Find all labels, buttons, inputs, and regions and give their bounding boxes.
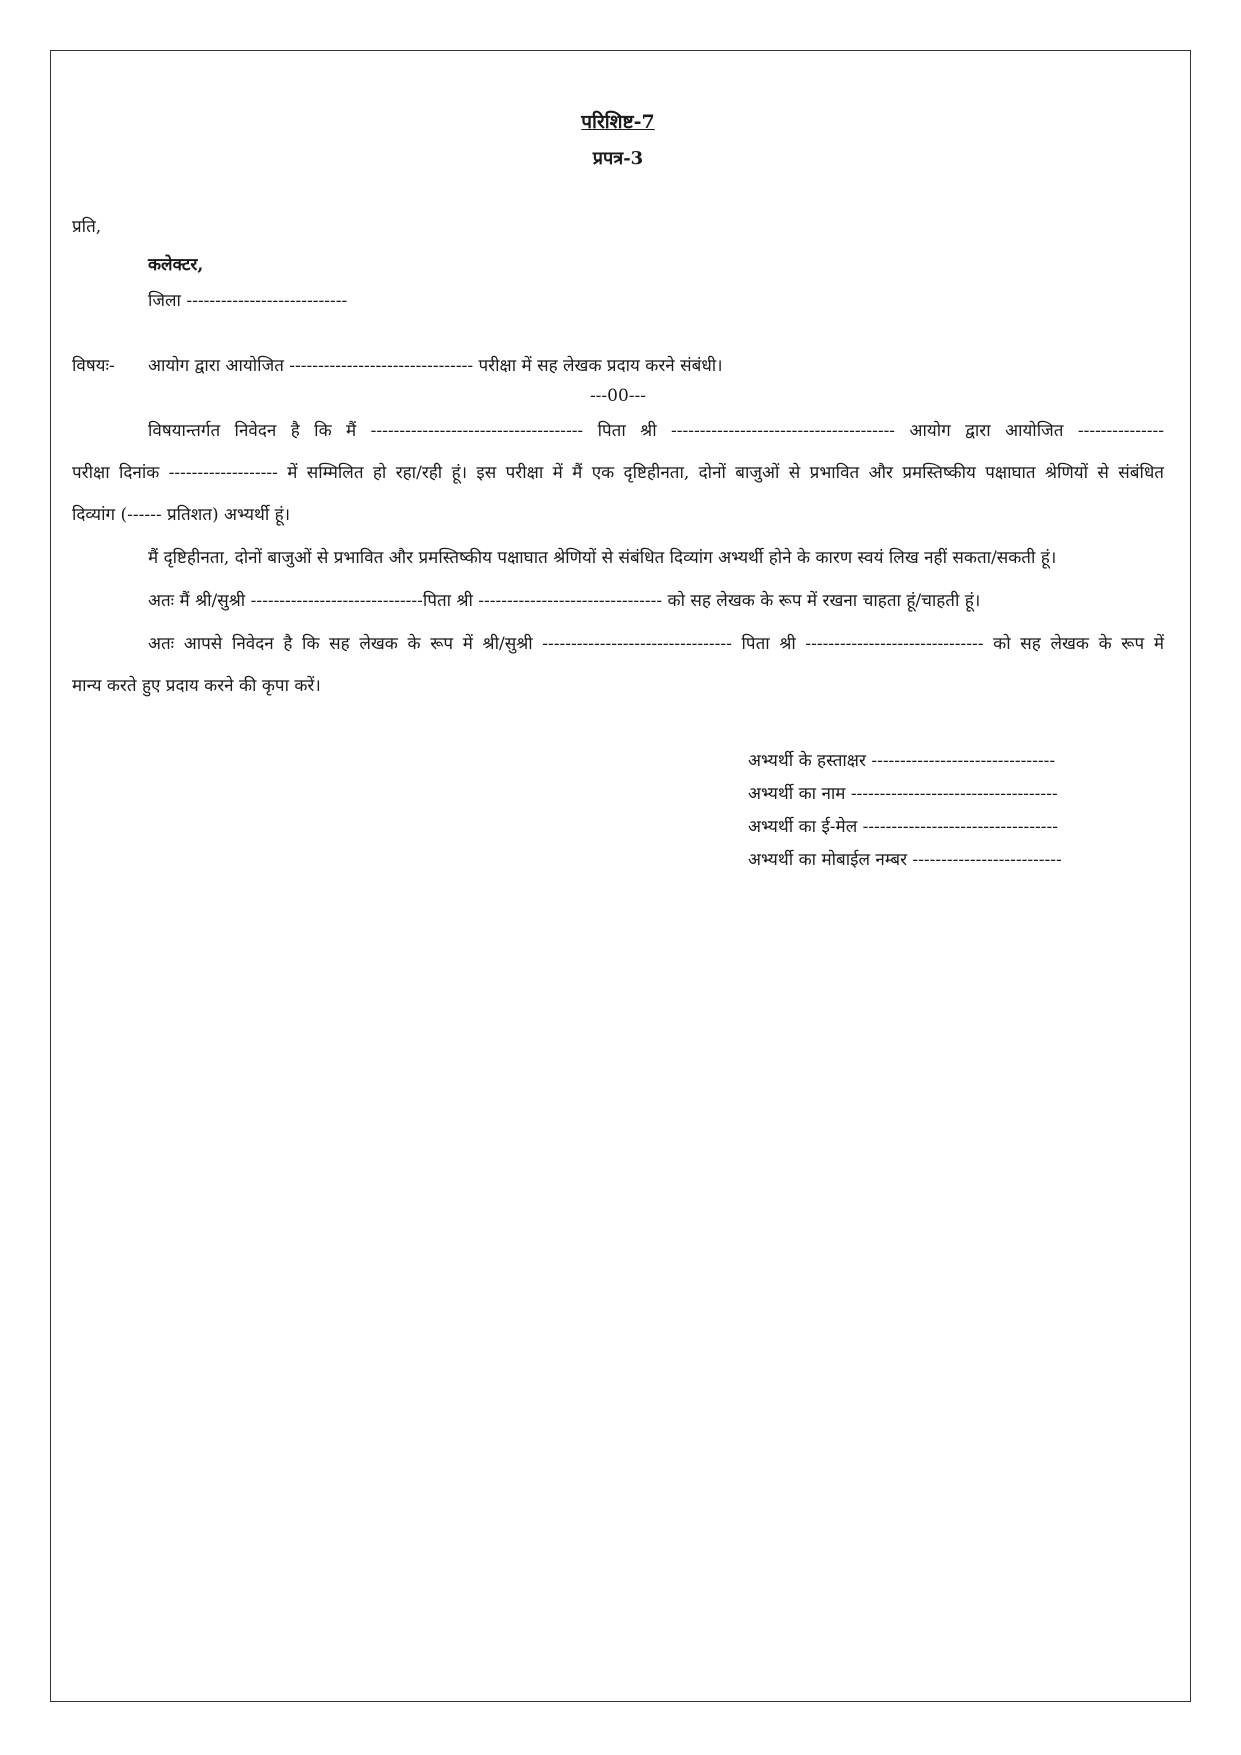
candidate-email-line: अभ्यर्थी का ई-मेल ---------------------------------- <box>748 817 1058 837</box>
subject-label: विषयः- <box>72 356 115 376</box>
body-p4-line2: मान्य करते हुए प्रदाय करने की कृपा करें। <box>72 676 321 696</box>
candidate-name-line: अभ्यर्थी का नाम ------------------------------------ <box>748 784 1058 804</box>
signature-block <box>748 745 1062 877</box>
signature-line: अभ्यर्थी के हस्ताक्षर -------------------------------- <box>748 751 1056 771</box>
separator: ---00--- <box>589 386 647 406</box>
salutation-prati: प्रति, <box>72 217 102 237</box>
body-p1-line2: परीक्षा दिनांक ------------------- में सम्मिलित हो रहा/रही हूं। इस परीक्षा में मैं एक दृष्टिहीनता, दोनों बाजुओं से प्रभावित और प्रमस्तिष्कीय पक्षाघात श्रेणियों से संबंधित <box>72 463 1164 483</box>
addressee-district: जिला ---------------------------- <box>148 291 348 311</box>
body-p3: अतः मैं श्री/सुश्री ------------------------------पिता श्री -------------------------------- को सह लेखक के रूप में रखना चाहता हूं/चाहती हूं। <box>148 591 981 611</box>
subject-text: आयोग द्वारा आयोजित -------------------------------- परीक्षा में सह लेखक प्रदाय करने संबंधी। <box>148 356 723 376</box>
body-p1-line3: दिव्यांग (------ प्रतिशत) अभ्यर्थी हूं। <box>72 505 291 525</box>
document-title: परिशिष्ट-7 <box>581 111 655 133</box>
addressee-collector: कलेक्टर, <box>148 255 204 275</box>
candidate-mobile-line: अभ्यर्थी का मोबाईल नम्बर -------------------------- <box>748 850 1062 870</box>
document-subtitle: प्रपत्र-3 <box>592 148 644 169</box>
body-p4-line1: अतः आपसे निवेदन है कि सह लेखक के रूप में श्री/सुश्री --------------------------------- पिता श्री ------------------------------- को सह लेखक के रूप में <box>148 634 1164 654</box>
body-p2: मैं दृष्टिहीनता, दोनों बाजुओं से प्रभावित और प्रमस्तिष्कीय पक्षाघात श्रेणियों से संबंधित दिव्यांग अभ्यर्थी होने के कारण स्वयं लिख नहीं सकता/सकती हूं। <box>148 548 1057 568</box>
body-p1-line1: विषयान्तर्गत निवेदन है कि मैं ------------------------------------- पिता श्री --------------------------------------- आयोग द्वारा आयोजित --------------- <box>148 421 1164 441</box>
